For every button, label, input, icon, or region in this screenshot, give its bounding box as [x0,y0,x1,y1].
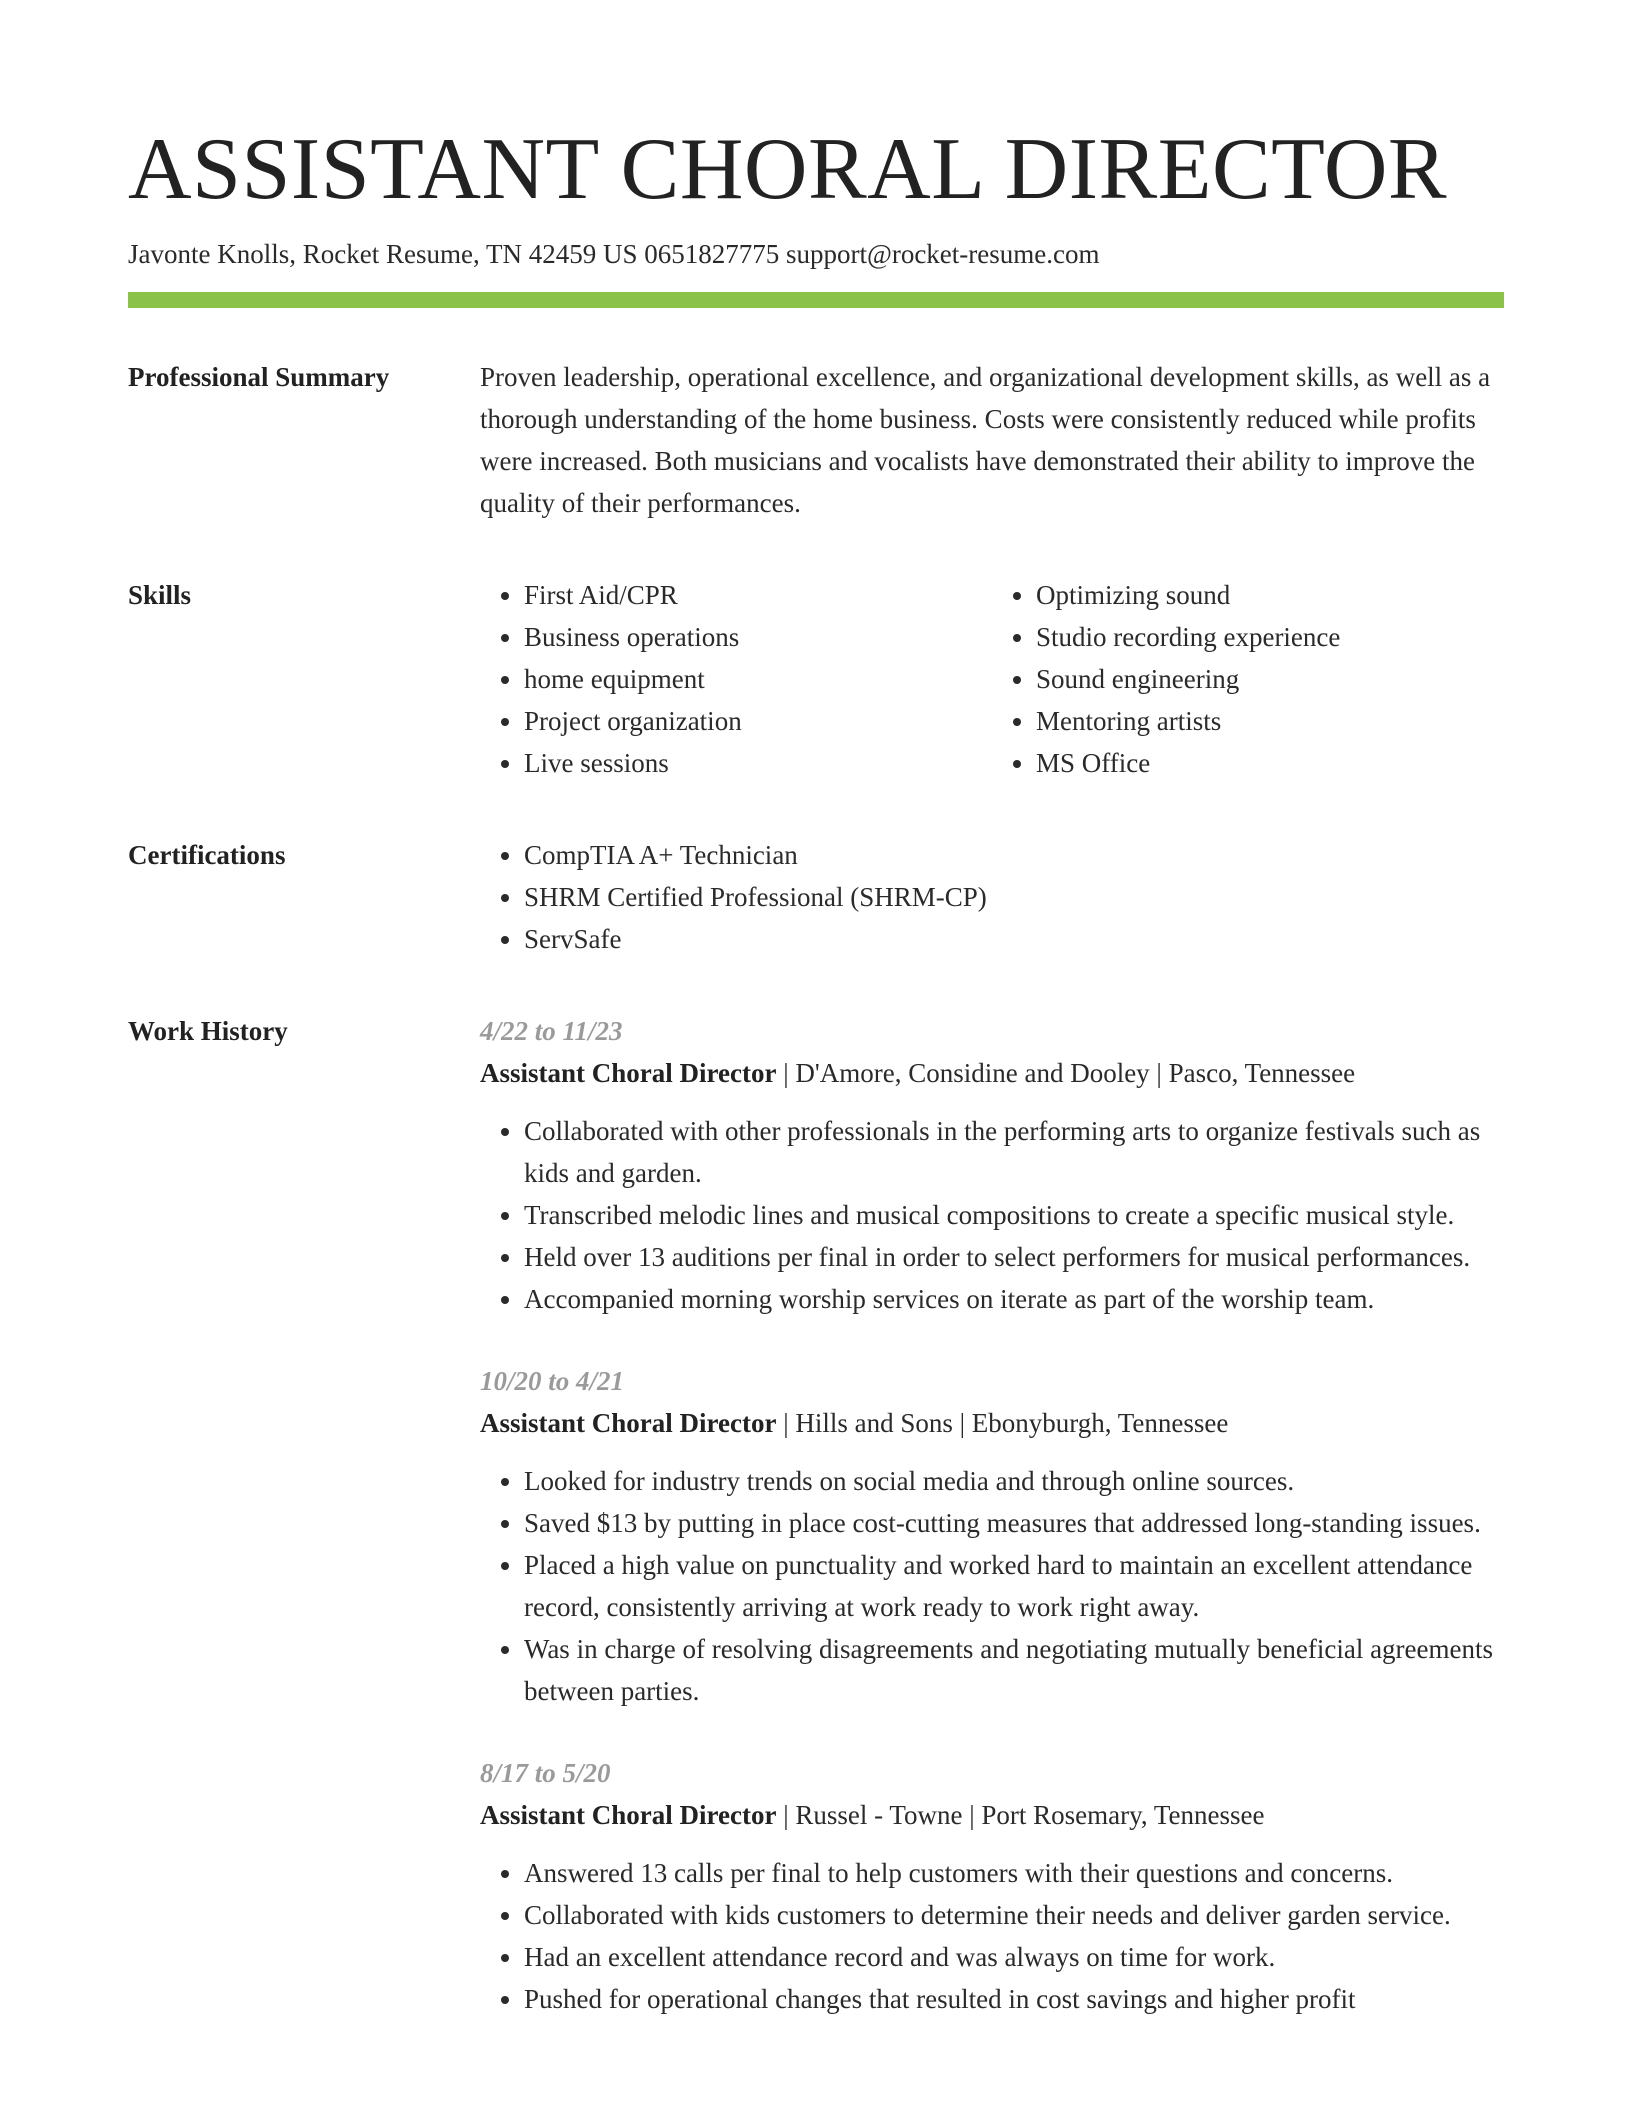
skill-item: • Live sessions [524,742,992,784]
summary-section [128,356,1504,524]
certification-item: • SHRM Certified Professional (SHRM-CP) [524,876,1504,918]
job-bullet: • Collaborated with other professionals in the performing arts to organize festivals such as kids and garden. [524,1110,1504,1194]
skill-item: • Mentoring artists [1036,700,1504,742]
job-bullet: • Answered 13 calls per final to help customers with their questions and concerns. [524,1852,1504,1894]
skills-section [128,574,1504,784]
skill-item: • MS Office [1036,742,1504,784]
contact-line: Javonte Knolls, Rocket Resume, TN 42459 US 0651827775 support@rocket-resume.com [128,239,1100,269]
skill-item: • Studio recording experience [1036,616,1504,658]
accent-divider [128,292,1504,308]
job-role: Assistant Choral Director [480,1800,777,1830]
job-bullets [480,1460,1504,1712]
summary-label: Professional Summary [128,362,390,392]
skill-item: • First Aid/CPR [524,574,992,616]
certification-item: • ServSafe [524,918,1504,960]
job-dates: 8/17 to 5/20 [480,1758,611,1788]
job-entry [480,1360,1504,1712]
job-bullet: • Accompanied morning worship services on iterate as part of the worship team. [524,1278,1504,1320]
job-employer-location: | Russel - Towne | Port Rosemary, Tennessee [776,1800,1265,1830]
summary-text: Proven leadership, operational excellence, and organizational development skills, as well as a thorough understanding of the home business. Costs were consistently reduced while profits were increased. Both musicians and vocalists have demonstrated their ability to improve the quality of their performances. [480,362,1491,518]
certifications-label: Certifications [128,840,286,870]
job-dates: 10/20 to 4/21 [480,1366,625,1396]
job-bullet: • Collaborated with kids customers to determine their needs and deliver garden service. [524,1894,1504,1936]
job-heading [480,1052,1504,1094]
job-role: Assistant Choral Director [480,1408,777,1438]
skill-item: • Business operations [524,616,992,658]
job-entry [480,1752,1504,2020]
job-bullet: • Held over 13 auditions per final in order to select performers for musical performances. [524,1236,1504,1278]
job-bullet: • Looked for industry trends on social media and through online sources. [524,1460,1504,1502]
skill-item: • Optimizing sound [1036,574,1504,616]
certifications-section [128,834,1504,960]
job-heading [480,1794,1504,1836]
skills-list-col2 [992,574,1504,784]
job-bullet: • Had an excellent attendance record and was always on time for work. [524,1936,1504,1978]
job-bullet: • Pushed for operational changes that resulted in cost savings and higher profit [524,1978,1504,2020]
job-bullet: • Placed a high value on punctuality and worked hard to maintain an excellent attendance record, consistently arriving at work ready to work right away. [524,1544,1504,1628]
job-bullets [480,1852,1504,2020]
job-employer-location: | Hills and Sons | Ebonyburgh, Tennessee [776,1408,1229,1438]
job-bullet: • Transcribed melodic lines and musical compositions to create a specific musical style. [524,1194,1504,1236]
job-bullet: • Saved $13 by putting in place cost-cutting measures that addressed long-standing issues. [524,1502,1504,1544]
job-role: Assistant Choral Director [480,1058,777,1088]
skill-item: • Sound engineering [1036,658,1504,700]
skills-label: Skills [128,580,192,610]
work-history-section [128,1010,1504,2060]
skills-list-col1 [480,574,992,784]
job-bullet: • Was in charge of resolving disagreements and negotiating mutually beneficial agreements between parties. [524,1628,1504,1712]
job-heading [480,1402,1504,1444]
job-bullets [480,1110,1504,1320]
skill-item: • home equipment [524,658,992,700]
certification-item: • CompTIA A+ Technician [524,834,1504,876]
job-dates: 4/22 to 11/23 [480,1016,623,1046]
skill-item: • Project organization [524,700,992,742]
resume-title: ASSISTANT CHORAL DIRECTOR [128,121,1448,218]
job-employer-location: | D'Amore, Considine and Dooley | Pasco, Tennessee [776,1058,1356,1088]
work-history-label: Work History [128,1016,288,1046]
certifications-list [480,834,1504,960]
job-entry [480,1010,1504,1320]
